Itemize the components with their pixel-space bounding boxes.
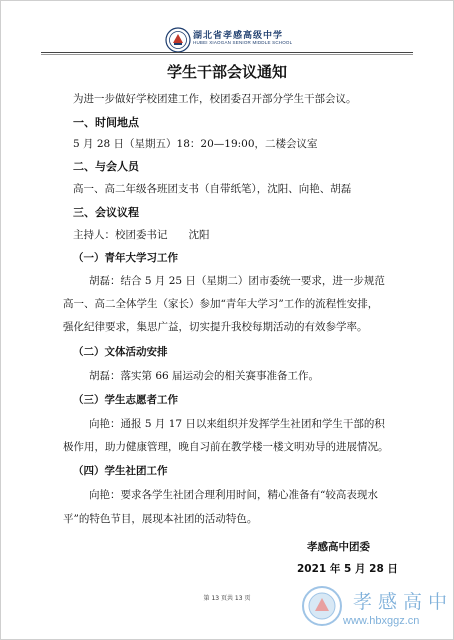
intro-text: 为进一步做好学校团建工作，校团委召开部分学生干部会议。 xyxy=(73,93,357,105)
host-text: 主持人：校团委书记 沈阳 xyxy=(73,229,210,241)
section-heading-attendees: 二、与会人员 xyxy=(73,160,139,173)
agenda-item-4-heading: （四）学生社团工作 xyxy=(73,465,168,477)
watermark-name: 孝感高中 xyxy=(353,591,454,613)
section-heading-time-place: 一、时间地点 xyxy=(73,116,139,129)
agenda-item-2-heading: （二）文体活动安排 xyxy=(73,346,168,358)
agenda-item-3-line: 极作用，助力健康管理，晚自习前在教学楼一楼文明劝导的进展情况。 xyxy=(63,441,389,453)
watermark-url: www.hbxggz.cn xyxy=(343,615,420,627)
header-divider xyxy=(41,52,413,53)
watermark xyxy=(293,579,454,640)
agenda-item-1-line: 高一、高二全体学生（家长）参加“青年大学习”工作的流程性安排， xyxy=(63,298,379,310)
section-heading-agenda: 三、会议议程 xyxy=(73,206,139,219)
agenda-item-2-line: 胡磊：落实第 66 届运动会的相关赛事准备工作。 xyxy=(89,370,320,382)
signature-org: 孝感高中团委 xyxy=(307,541,370,553)
agenda-item-4-line: 平”的特色节目，展现本社团的活动特色。 xyxy=(63,513,258,525)
page-header xyxy=(1,25,453,53)
header-divider-thin xyxy=(41,54,413,55)
agenda-item-3-line: 向艳：通报 5 月 17 日以来组织并发挥学生社团和学生干部的积 xyxy=(89,418,385,430)
agenda-item-3-heading: （三）学生志愿者工作 xyxy=(73,394,178,406)
document-title: 学生干部会议通知 xyxy=(166,63,287,81)
attendees-text: 高一、高二年级各班团支书（自带纸笔），沈阳、向艳、胡磊 xyxy=(73,183,352,195)
agenda-item-4-line: 向艳：要求各学生社团合理利用时间，精心准备有“较高表现水 xyxy=(89,489,378,501)
signature-date: 2021 年 5 月 28 日 xyxy=(297,563,398,575)
agenda-item-1-line: 胡磊：结合 5 月 25 日（星期二）团市委统一要求，进一步规范 xyxy=(89,275,385,287)
page-number: 第 13 页共 13 页 xyxy=(203,595,251,602)
school-logo-icon xyxy=(165,27,191,53)
time-place-text: 5 月 28 日（星期五）18：20—19:00，二楼会议室 xyxy=(73,138,318,150)
agenda-item-1-line: 强化纪律要求，集思广益，切实提升我校每期活动的有效参学率。 xyxy=(63,321,368,333)
school-name-cn: 湖北省孝感高级中学 xyxy=(193,31,284,41)
watermark-seal-icon xyxy=(301,585,343,627)
school-name-en: HUBEI XIAOGAN SENIOR MIDDLE SCHOOL xyxy=(193,40,293,45)
agenda-item-1-heading: （一）青年大学习工作 xyxy=(73,252,178,264)
